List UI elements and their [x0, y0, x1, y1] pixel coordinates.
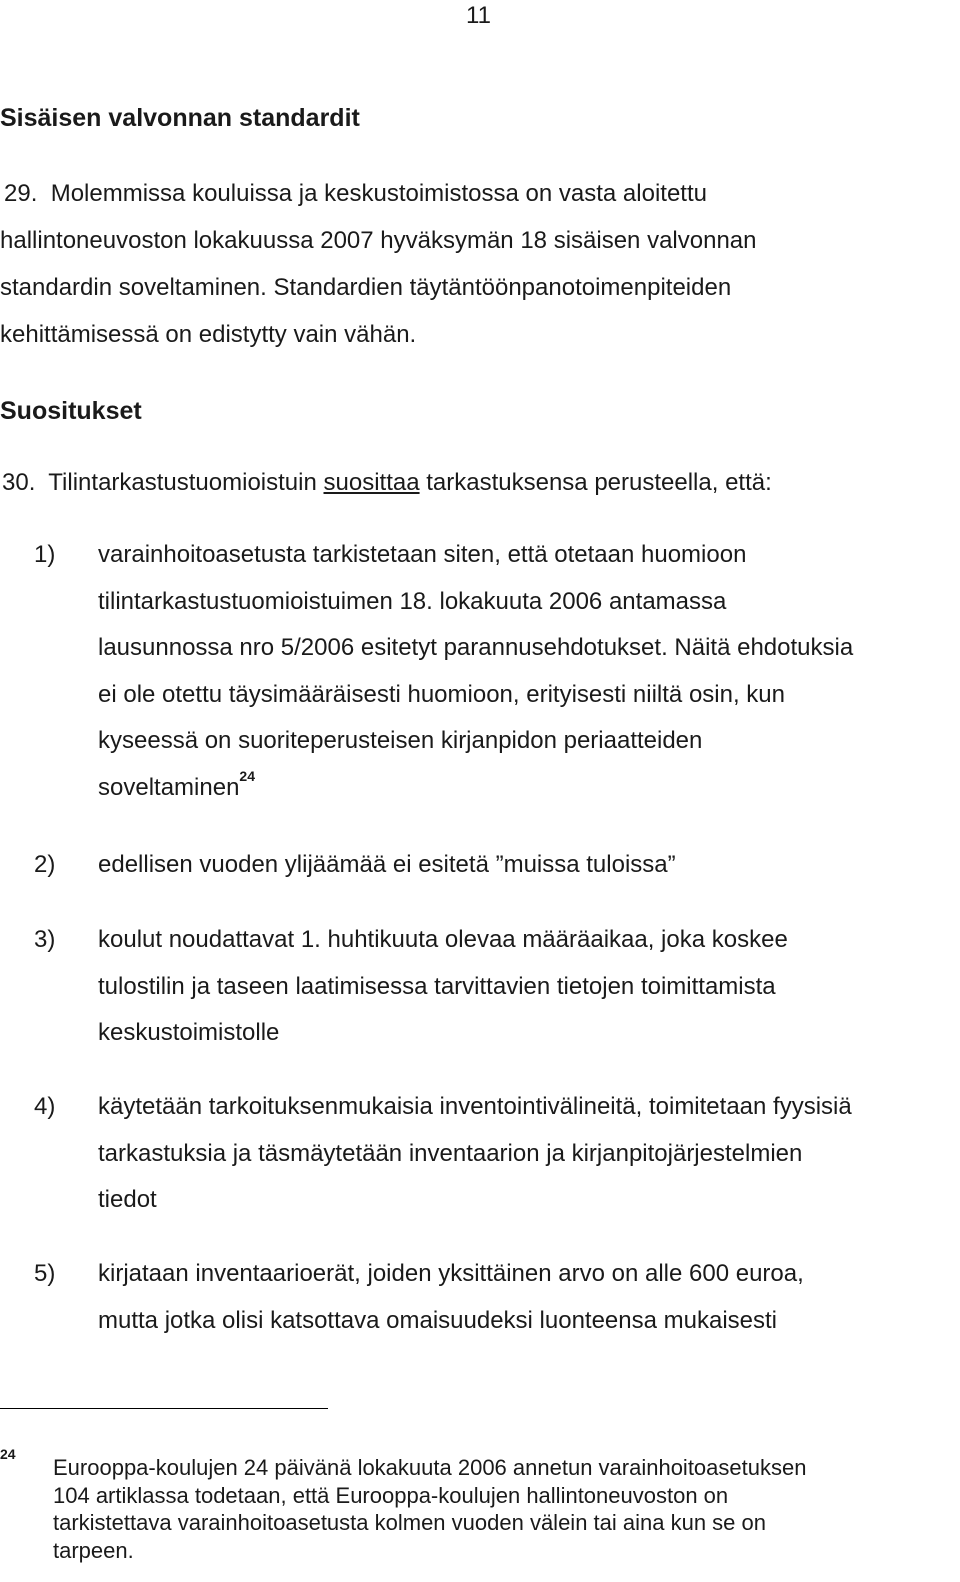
- section-heading-internal-control: Sisäisen valvonnan standardit: [0, 104, 360, 132]
- underlined-verb: suosittaa: [323, 469, 420, 496]
- item-number: 1): [34, 541, 56, 568]
- paragraph-line: hallintoneuvoston lokakuussa 2007 hyväksymän 18 sisäisen valvonnan: [0, 227, 757, 254]
- page-number: 11: [466, 2, 491, 29]
- footnote-reference[interactable]: 24: [239, 767, 255, 784]
- item-line: tiedot: [98, 1186, 157, 1213]
- item-number: 4): [34, 1093, 56, 1120]
- paragraph-line: kehittämisessä on edistytty vain vähän.: [0, 321, 417, 348]
- item-line: soveltaminen$^{24}$: [98, 767, 255, 801]
- paragraph-29: [0, 170, 930, 358]
- item-line: keskustoimistolle: [98, 1019, 280, 1046]
- paragraph-number: 30.: [2, 469, 36, 496]
- item-line: käytetään tarkoituksenmukaisia inventointivälineitä, toimitetaan fyysisiä: [98, 1093, 852, 1120]
- item-line: tilintarkastustuomioistuimen 18. lokakuuta 2006 antamassa: [98, 587, 727, 615]
- section-heading-recommendations: Suositukset: [0, 397, 142, 425]
- footnote-line: tarpeen.: [53, 1537, 134, 1563]
- footnote-line: tarkistettava varainhoitoasetusta kolmen vuoden välein tai aina kun se on: [53, 1510, 766, 1535]
- paragraph-number: 29.: [4, 180, 38, 207]
- item-line: tulostilin ja taseen laatimisessa tarvittavien tietojen toimittamista: [98, 972, 776, 1000]
- footnote-text: [53, 1454, 933, 1564]
- item-line: kirjataan inventaarioerät, joiden yksittäinen arvo on alle 600 euroa,: [98, 1260, 804, 1287]
- item-number: 3): [34, 926, 56, 953]
- paragraph-line: 29. Molemmissa kouluissa ja keskustoimistossa on vasta aloitettu: [4, 180, 707, 207]
- item-number: 2): [34, 851, 56, 878]
- paragraph-line: standardin soveltaminen. Standardien täytäntöönpanotoimenpiteiden: [0, 274, 732, 301]
- item-line: varainhoitoasetusta tarkistetaan siten, että otetaan huomioon: [98, 541, 747, 568]
- item-line: lausunnossa nro 5/2006 esitetyt parannusehdotukset. Näitä ehdotuksia: [98, 634, 854, 661]
- footnote-mark: 24: [0, 1446, 16, 1462]
- item-line: tarkastuksia ja täsmäytetään inventaarion ja kirjanpitojärjestelmien: [98, 1139, 803, 1167]
- item-line: edellisen vuoden ylijäämää ei esitetä ”muissa tuloissa”: [98, 851, 676, 878]
- paragraph-30: 30. Tilintarkastustuomioistuin suosittaa tarkastuksensa perusteella, että:: [2, 469, 772, 496]
- item-line: mutta jotka olisi katsottava omaisuudeksi luonteensa mukaisesti: [98, 1306, 778, 1334]
- item-number: 5): [34, 1260, 56, 1287]
- item-line: ei ole otettu täysimääräisesti huomioon, erityisesti niiltä osin, kun: [98, 680, 785, 708]
- item-line: kyseessä on suoriteperusteisen kirjanpidon periaatteiden: [98, 727, 703, 754]
- footnote-line: 104 artiklassa todetaan, että Eurooppa-koulujen hallintoneuvoston on: [53, 1482, 729, 1508]
- item-line: koulut noudattavat 1. huhtikuuta olevaa määräaikaa, joka koskee: [98, 926, 788, 953]
- footnote-line: Eurooppa-koulujen 24 päivänä lokakuuta 2006 annetun varainhoitoasetuksen: [53, 1455, 807, 1480]
- footnote-separator: [0, 1408, 328, 1409]
